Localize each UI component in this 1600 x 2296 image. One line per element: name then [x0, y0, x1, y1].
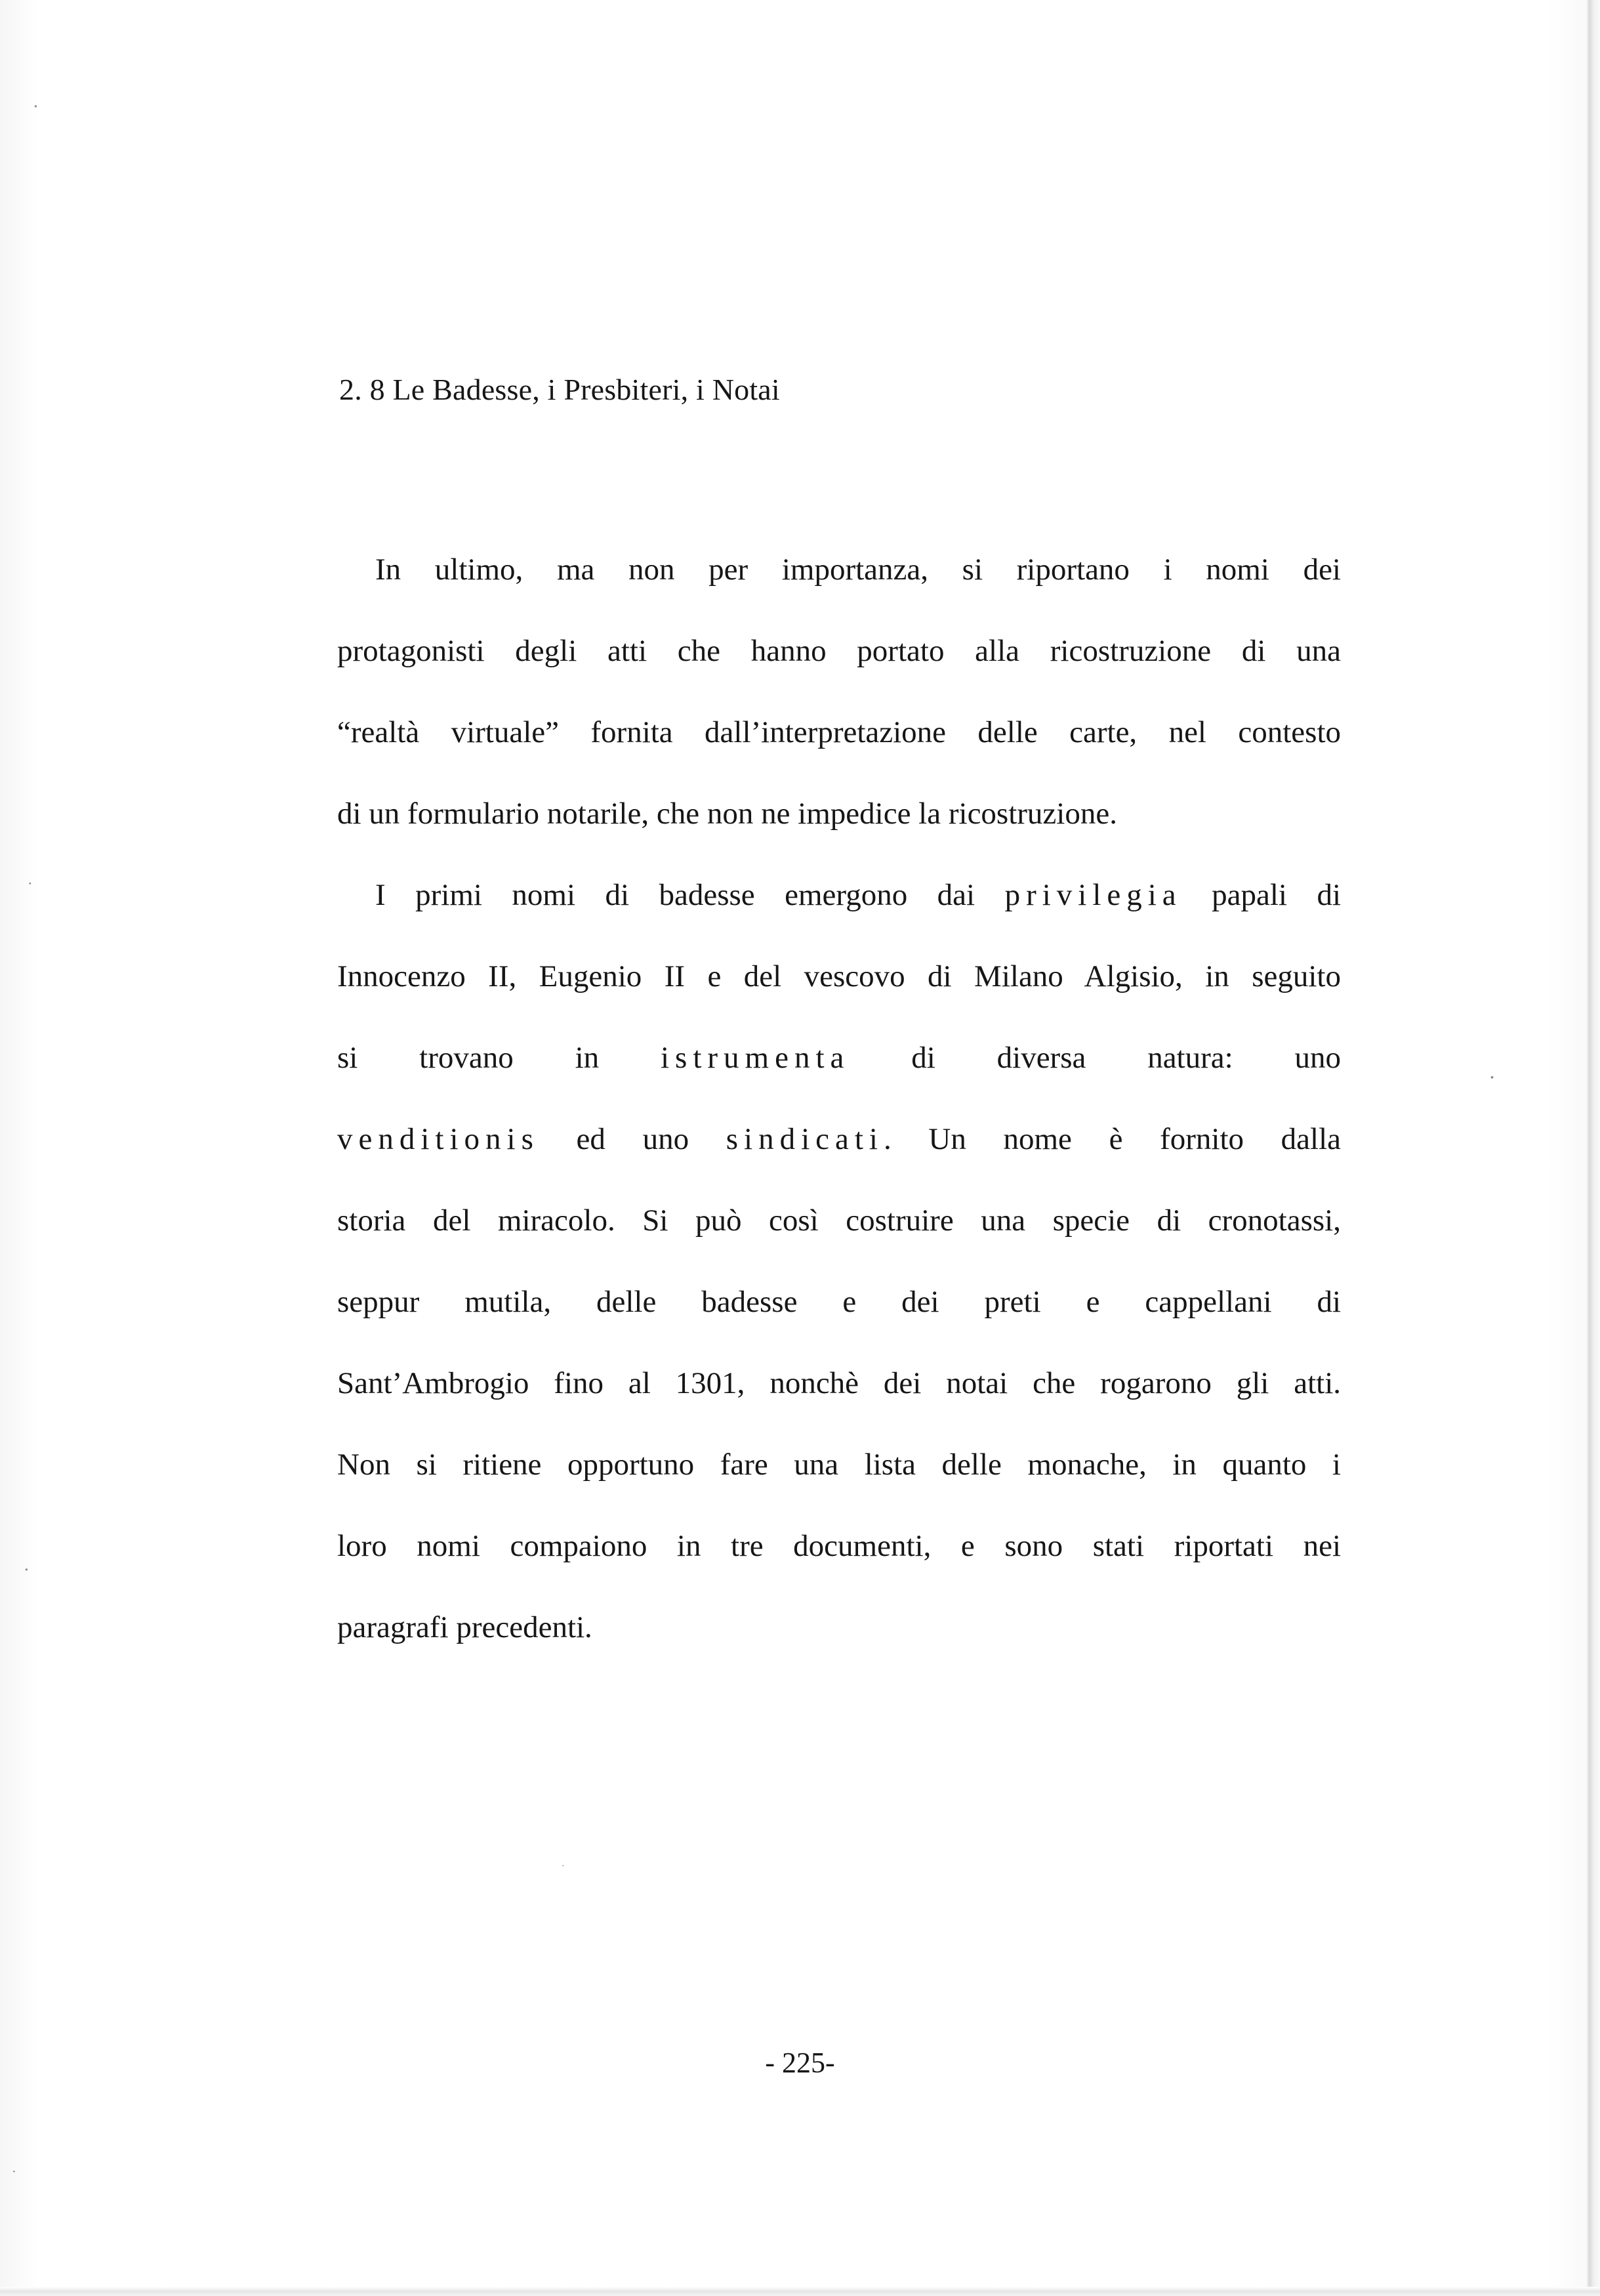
text-line: Non si ritiene opportuno fare una lista delle monache, in quanto i: [337, 1448, 1341, 1482]
text-line: [337, 1032, 1341, 1113]
text-segment: papali di: [1212, 878, 1341, 912]
text-line: Sant’Ambrogio fino al 1301, nonchè dei notai che rogarono gli atti.: [337, 1366, 1341, 1400]
latin-term: sindicati: [726, 1122, 884, 1156]
text-segment: di diversa natura: uno: [911, 1041, 1341, 1075]
latin-term: venditionis: [337, 1122, 539, 1156]
scan-speck: ⋅: [12, 2165, 16, 2179]
page-edge-right: [1586, 0, 1600, 2296]
body-text: [337, 543, 1341, 1682]
text-line: Innocenzo II, Eugenio II e del vescovo di Milano Algisio, in seguito: [337, 959, 1341, 993]
text-segment: . Un nome è fornito dalla: [883, 1122, 1341, 1156]
text-segment: ed uno: [576, 1122, 689, 1156]
scan-speck: ⋅: [1484, 1066, 1501, 1089]
section-heading: 2. 8 Le Badesse, i Presbiteri, i Notai: [339, 373, 780, 406]
text-line: di un formulario notarile, che non ne impedice la ricostruzione.: [337, 797, 1117, 831]
text-line: In ultimo, ma non per importanza, si riportano i nomi dei: [375, 553, 1341, 587]
paragraph-2: [337, 869, 1341, 1682]
page-number: - 225-: [765, 2047, 835, 2079]
scan-speck: ⋅: [28, 875, 33, 892]
text-segment: I primi nomi di badesse emergono dai: [375, 878, 975, 912]
paragraph-1: [337, 543, 1341, 869]
text-line: [337, 1113, 1341, 1194]
scan-speck: ⋅: [24, 1560, 30, 1579]
text-line: “realtà virtuale” fornita dall’interpretazione delle carte, nel contesto: [337, 715, 1341, 749]
scan-speck: ⋅: [33, 97, 39, 116]
page-edge-bottom: [0, 2287, 1600, 2296]
text-line: loro nomi compaiono in tre documenti, e sono stati riportati nei: [337, 1529, 1341, 1563]
text-line: protagonisti degli atti che hanno portato alla ricostruzione di una: [337, 634, 1341, 668]
text-line: [337, 869, 1341, 950]
text-line: seppur mutila, delle badesse e dei preti e cappellani di: [337, 1285, 1341, 1319]
text-line: paragrafi precedenti.: [337, 1610, 592, 1644]
text-segment: si trovano in: [337, 1041, 600, 1075]
latin-term: privilegia: [1004, 878, 1182, 912]
latin-term: istrumenta: [661, 1041, 850, 1075]
text-line: storia del miracolo. Si può così costruire una specie di cronotassi,: [337, 1203, 1341, 1238]
scan-speck: ⋅: [562, 1862, 565, 1871]
